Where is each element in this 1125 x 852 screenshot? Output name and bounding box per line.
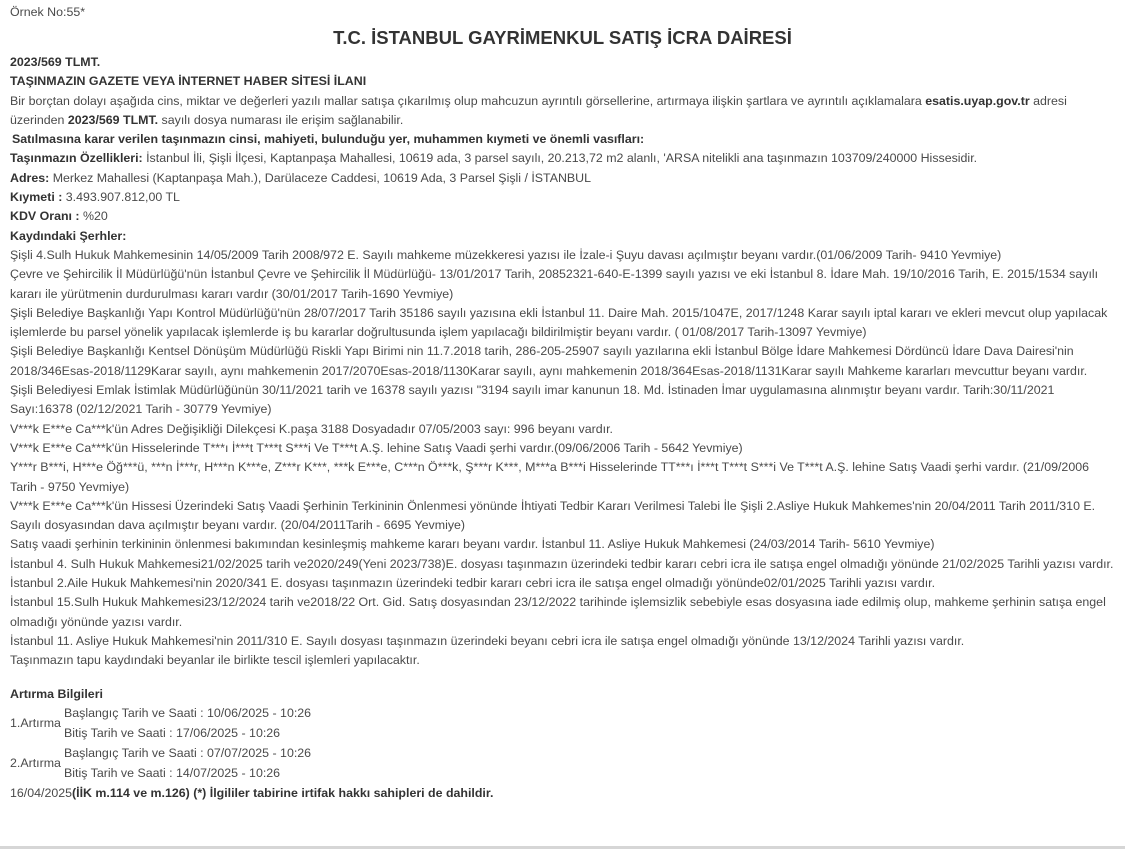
- serh-item: İstanbul 15.Sulh Hukuk Mahkemesi23/12/2024 tarih ve2018/22 Ort. Gid. Satış dosyasından 23/12/2022 tarihinde işlemsizlik sebebiyle esas dosyasına iade edilmiş olup, mahkeme şerhinin satışa engel olmadığı yönünde yazısı vardır.: [10, 595, 1106, 629]
- intro-dosya-no: 2023/569 TLMT.: [67, 112, 159, 127]
- page-title: T.C. İSTANBUL GAYRİMENKUL SATIŞ İCRA DAİRESİ: [333, 27, 792, 48]
- kdv-value: %20: [79, 209, 108, 224]
- artirma-label: 1.Artırma: [10, 716, 61, 731]
- dosya-no: 2023/569 TLMT.: [10, 55, 101, 69]
- ilan-basligi: TAŞINMAZIN GAZETE VEYA İNTERNET HABER SİTESİ İLANI: [10, 74, 367, 89]
- serhler-list: [10, 246, 1115, 671]
- serh-item: Satış vaadi şerhinin terkininin önlenmesi bakımından kesinleşmiş mahkeme kararı beyanı vardır. İstanbul 11. Asliye Hukuk Mahkemesi (24/03/2014 Tarih- 5610 Yevmiye): [10, 537, 935, 552]
- serh-item: Şişli Belediye Başkanlığı Kentsel Dönüşüm Müdürlüğü Riskli Yapı Birimi nin 11.7.2018 tarih, 286-205-25907 sayılı yazılarına ekli İstanbul Bölge İdare Mahkemesi Dördüncü İdare Dava Dairesi'nin 2018/346Esas-2018/1129Karar sayılı, aynı mahkemenin 2017/2070Esas-2018/1130Karar sayılı, aynı mahkemenin 2018/364Esas-2018/1131Karar sayılı Mahkeme kararları mevcuttur beyanı vardır.: [10, 344, 1088, 378]
- serh-item: Taşınmazın tapu kaydındaki beyanlar ile birlikte tescil işlemleri yapılacaktır.: [10, 653, 420, 668]
- footer-date: 16/04/2025: [10, 785, 73, 800]
- esatis-site: esatis.uyap.gov.tr: [925, 93, 1030, 108]
- artirma-dates: [64, 704, 311, 743]
- kdv-label: KDV Oranı :: [10, 209, 80, 224]
- kiymet-row: [10, 188, 1115, 207]
- kdv-row: [10, 207, 1115, 226]
- artirma-row-2: [10, 744, 1115, 784]
- intro-paragraph: [10, 92, 1115, 131]
- artirma-end: Bitiş Tarih ve Saati : 14/07/2025 - 10:26: [64, 765, 281, 780]
- serh-item: V***k E***e Ca***k'ün Hisselerinde T***ı İ***t T***t S***i Ve T***t A.Ş. lehine Satış Vaadi şerhi vardır.(09/06/2006 Tarih - 5642 Yevmiye): [10, 440, 743, 455]
- serh-item: Y***r B***i, H***e Öğ***ü, ***n İ***r, H***n K***e, Z***r K***, ***k E***e, C***n Ö***k, Ş***r K***, M***a B***i Hisselerinde TT***ı İ***t T***t S***i Ve T***t A.Ş. lehine Satış Vaadi şerhi vardır. (21/09/2006 Tarih - 9750 Yevmiye): [10, 460, 1089, 494]
- serh-item: Şişli Belediyesi Emlak İstimlak Müdürlüğünün 30/11/2021 tarih ve 16378 sayılı yazısı "3194 sayılı imar kanunun 18. Md. İstinaden İmar uygulamasına alınmıştır beyanı vardır. Tarih:30/11/2021 Sayı:16378 (02/12/2021 Tarih - 30779 Yevmiye): [10, 383, 1055, 417]
- serh-item: İstanbul 4. Sulh Hukuk Mahkemesi21/02/2025 tarih ve2020/249(Yeni 2023/738)E. dosyası taşınmazın üzerindeki tedbir kararı cebri icra ile satışa engel olmadığı yönünde 21/02/2025 Tarihli yazısı vardır.: [10, 556, 1114, 571]
- intro-text-2: adresi üzerinden: [10, 93, 1067, 127]
- ozellikler-row: [10, 149, 1115, 168]
- intro-text-1: Bir borçtan dolayı aşağıda cins, miktar ve değerleri yazılı mallar satışa çıkarılmış olup mahcuzun ayrıntılı görsellerine, artırmaya ilişkin şartlara ve ayrıntılı açıklamalara: [10, 93, 926, 108]
- ornek-no: Örnek No:55*: [10, 5, 86, 19]
- serh-item: V***k E***e Ca***k'ün Hissesi Üzerindeki Satış Vaadi Şerhinin Terkininin Önlenmesi yönünde İhtiyati Tedbir Kararı Verilmesi Talebi İle Şişli 2.Asliye Hukuk Mahkemes'nin 20/04/2011 Tarih 2011/310 E. Sayılı dosyasından dava açılmıştır beyanı vardır. (20/04/2011Tarih - 6695 Yevmiye): [10, 498, 1096, 533]
- intro-text-3: sayılı dosya numarası ile erişim sağlanabilir.: [158, 112, 404, 127]
- kayit-basligi: Kaydındaki Şerhler:: [10, 228, 127, 243]
- artirma-dates: [64, 744, 311, 783]
- artirma-start: Başlangıç Tarih ve Saati : 10/06/2025 - 10:26: [64, 706, 312, 721]
- serh-item: İstanbul 11. Asliye Hukuk Mahkemesi'nin 2011/310 E. Sayılı dosyası taşınmazın üzerindeki beyanı cebri icra ile satışa engel olmadığı yönünde 13/12/2024 Tarihli yazısı vardır.: [10, 633, 965, 648]
- serh-item: İstanbul 2.Aile Hukuk Mahkemesi'nin 2020/341 E. dosyası taşınmazın üzerindeki tedbir kararı cebri icra ile satışa engel olmadığı yönünde02/01/2025 Tarihli yazısı vardır.: [10, 576, 936, 591]
- serh-item: Çevre ve Şehircilik İl Müdürlüğü'nün İstanbul Çevre ve Şehircilik İl Müdürlüğü- 13/01/2017 Tarih, 20852321-640-E-1399 sayılı yazısı ve eki İstanbul 8. İdare Mah. 19/10/2016 Tarih, E. 2015/1534 sayılı kararı ile yürütmenin durdurulması kararı vardır (30/01/2017 Tarih-1690 Yevmiye): [10, 267, 1099, 301]
- artirma-title: Artırma Bilgileri: [10, 686, 103, 701]
- serh-item: V***k E***e Ca***k'ün Adres Değişikliği Dilekçesi K.paşa 3188 Dosyadadır 07/05/2003 sayı: 996 beyanı vardır.: [10, 421, 613, 436]
- ozellikler-value: İstanbul İli, Şişli İlçesi, Kaptanpaşa Mahallesi, 10619 ada, 3 parsel sayılı, 20.213,72 m2 alanlı, 'ARSA nitelikli ana taşınmazın 103709/240000 Hissesidir.: [142, 151, 978, 166]
- artirma-start: Başlangıç Tarih ve Saati : 07/07/2025 - 10:26: [64, 746, 312, 761]
- serh-item: Şişli 4.Sulh Hukuk Mahkemesinin 14/05/2009 Tarih 2008/972 E. Sayılı mahkeme müzekkeresi yazısı ile İzale-i Şuyu davası açılmıştır beyanı vardır.(01/06/2009 Tarih- 9410 Yevmiye): [10, 247, 1002, 262]
- adres-label: Adres:: [10, 170, 50, 185]
- ozellikler-label: Taşınmazın Özellikleri:: [10, 151, 143, 166]
- artirma-label: 2.Artırma: [10, 756, 61, 771]
- serh-item: Şişli Belediye Başkanlığı Yapı Kontrol Müdürlüğü'nün 28/07/2017 Tarih 35186 sayılı yazısına ekli İstanbul 11. Daire Mah. 2015/1047E, 2017/1248 Karar sayılı iptal kararı ve ekleri mevcut olup yapılacak işlemlerde bu parsel yönelik yapılacak işlemlerde iş bu kararlar doğrultusunda işlem yapılacağı bildirilmiştir beyanı vardır. ( 01/08/2017 Tarih-13097 Yevmiye): [10, 305, 1108, 340]
- adres-row: [10, 169, 1115, 188]
- adres-value: Merkez Mahallesi (Kaptanpaşa Mah.), Darülaceze Caddesi, 10619 Ada, 3 Parsel Şişli / İSTANBUL: [49, 170, 592, 185]
- bottom-divider: [0, 846, 1125, 849]
- kiymet-label: Kıymeti :: [10, 190, 63, 205]
- artirma-row-1: [10, 704, 1115, 744]
- satis-basligi: Satılmasına karar verilen taşınmazın cinsi, mahiyeti, bulunduğu yer, muhammen kıymeti ve önemli vasıfları:: [12, 132, 645, 147]
- footer-note: [10, 784, 1115, 803]
- kiymet-value: 3.493.907.812,00 TL: [62, 190, 180, 205]
- artirma-end: Bitiş Tarih ve Saati : 17/06/2025 - 10:26: [64, 725, 281, 740]
- footer-legal-note: (İİK m.114 ve m.126) (*) İlgililer tabirine irtifak hakkı sahipleri de dahildir.: [72, 785, 494, 800]
